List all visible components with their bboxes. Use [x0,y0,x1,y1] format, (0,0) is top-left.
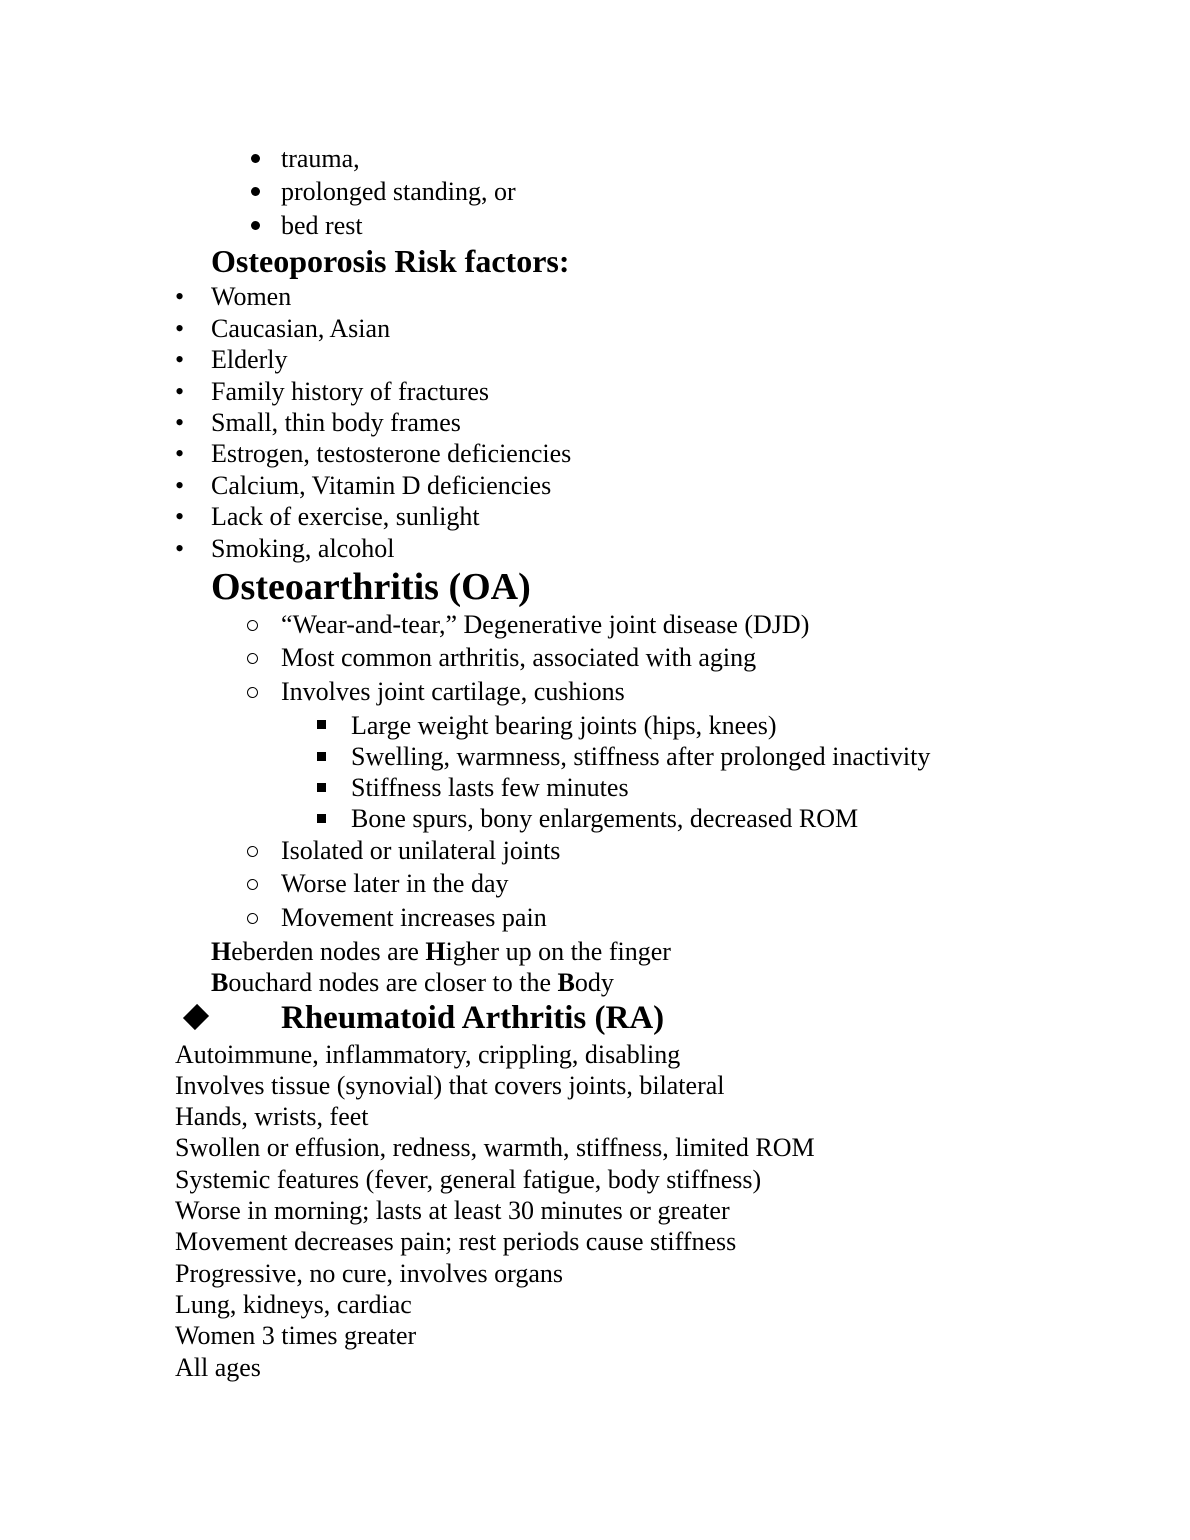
bullet-glyph: • [175,471,185,500]
bullet-dot-icon [251,154,260,163]
bullet-glyph: • [175,502,185,531]
intro-item: trauma, [281,144,360,173]
risk-factor-item: Calcium, Vitamin D deficiencies [211,471,552,500]
ra-line: Hands, wrists, feet [175,1102,369,1131]
bouchard-note [211,968,614,998]
heberden-bold-letter: H [211,937,232,966]
oa-sub-item: Swelling, warmness, stiffness after prolonged inactivity [351,742,931,771]
oa-item: Isolated or unilateral joints [281,836,561,865]
ra-line: Swollen or effusion, redness, warmth, stiffness, limited ROM [175,1133,815,1162]
ra-line: Autoimmune, inflammatory, crippling, disabling [175,1040,681,1069]
risk-factor-item: Smoking, alcohol [211,534,395,563]
oa-item: Most common arthritis, associated with aging [281,643,757,672]
bullet-glyph: • [175,439,185,468]
square-bullet-icon [317,783,326,792]
bouchard-bold-letter: B [557,968,575,997]
risk-factor-item: Elderly [211,345,288,374]
intro-item: prolonged standing, or [281,177,516,206]
bullet-glyph: • [175,534,185,563]
square-bullet-icon [317,720,326,729]
hollow-circle-bullet-icon [247,879,258,890]
square-bullet-icon [317,752,326,761]
risk-factor-item: Small, thin body frames [211,408,461,437]
oa-item: Movement increases pain [281,903,547,932]
heberden-text: igher up on the finger [445,937,671,966]
oa-item: Worse later in the day [281,869,509,898]
ra-line: All ages [175,1353,261,1382]
heberden-text: eberden nodes are [231,937,426,966]
bullet-dot-icon [251,221,260,230]
risk-factor-item: Lack of exercise, sunlight [211,502,480,531]
bullet-glyph: • [175,377,185,406]
hollow-circle-bullet-icon [247,687,258,698]
bullet-glyph: • [175,345,185,374]
bullet-glyph: • [175,314,185,343]
oa-heading: Osteoarthritis (OA) [211,566,531,608]
bouchard-text: ouchard nodes are closer to the [228,968,558,997]
bouchard-text: ody [574,968,614,997]
hollow-circle-bullet-icon [247,846,258,857]
ra-line: Involves tissue (synovial) that covers joints, bilateral [175,1071,725,1100]
bouchard-bold-letter: B [211,968,229,997]
ra-line: Systemic features (fever, general fatigue, body stiffness) [175,1165,762,1194]
heberden-bold-letter: H [425,937,446,966]
bullet-glyph: • [175,282,185,311]
hollow-circle-bullet-icon [247,653,258,664]
heberden-note [211,937,671,967]
ra-line: Lung, kidneys, cardiac [175,1290,412,1319]
ra-heading: Rheumatoid Arthritis (RA) [281,1000,665,1036]
risk-factor-item: Women [211,282,292,311]
ra-line: Movement decreases pain; rest periods cause stiffness [175,1227,737,1256]
osteoporosis-heading: Osteoporosis Risk factors: [211,243,570,279]
risk-factor-item: Estrogen, testosterone deficiencies [211,439,572,468]
hollow-circle-bullet-icon [247,620,258,631]
ra-line: Worse in morning; lasts at least 30 minutes or greater [175,1196,730,1225]
oa-sub-item: Large weight bearing joints (hips, knees) [351,711,777,740]
ra-line: Progressive, no cure, involves organs [175,1259,564,1288]
risk-factor-item: Caucasian, Asian [211,314,391,343]
oa-item: “Wear-and-tear,” Degenerative joint disease (DJD) [281,610,810,639]
bullet-dot-icon [251,187,260,196]
oa-item: Involves joint cartilage, cushions [281,677,625,706]
diamond-bullet-icon [183,1004,209,1030]
risk-factor-item: Family history of fractures [211,377,489,406]
square-bullet-icon [317,814,326,823]
hollow-circle-bullet-icon [247,913,258,924]
oa-sub-item: Stiffness lasts few minutes [351,773,629,802]
bullet-glyph: • [175,408,185,437]
oa-sub-item: Bone spurs, bony enlargements, decreased ROM [351,804,859,833]
intro-item: bed rest [281,211,363,240]
ra-line: Women 3 times greater [175,1321,417,1350]
